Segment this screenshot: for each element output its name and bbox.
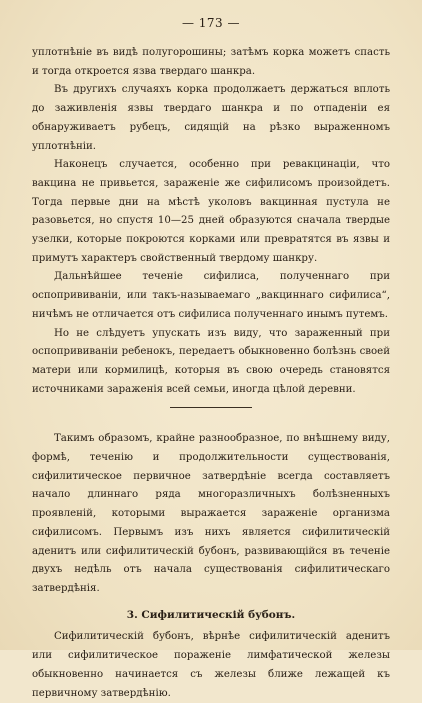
section-divider — [170, 407, 252, 408]
paragraph-4: Дальнѣйшее теченіе сифилиса, полученнаго при оспопрививаніи, или такъ-называемаго „вакциннаго сифилиса“, ничѣмъ не отличается отъ сифилиса полученнаго инымъ путемъ. — [32, 271, 390, 320]
page-body — [32, 44, 390, 703]
paragraph-1: уплотнѣніе въ видѣ полугорошины; затѣмъ корка можетъ спасть и тогда откроется язва твердаго шанкра. — [32, 47, 390, 77]
paragraph-6: Такимъ образомъ, крайне разнообразное, по внѣшнему виду, формѣ, теченію и продолжительности существованія, сифилитическое первичное затвердѣніе всегда составляетъ начало длиннаго ряда многоразличныхъ болѣзненныхъ проявленій, которыми выражается зараженіе организма сифилисомъ. Первымъ изъ нихъ является сифилитическій аденитъ или сифилитическій бубонъ, развивающійся въ теченіе двухъ недѣль отъ начала существованія сифилитическаго затвердѣнія. — [32, 433, 390, 594]
paragraph-5: Но не слѣдуетъ упускать изъ виду, что зараженный при оспопрививаніи ребенокъ, передаетъ обыкновенно болѣзнь своей матери или кормилицѣ, которыя въ свою очередь становятся источниками зараженія всей семьи, иногда цѣлой деревни. — [32, 327, 390, 395]
section-heading: 3. Сифилитическій бубонъ. — [126, 608, 296, 621]
paragraph-2: Въ другихъ случаяхъ корка продолжаетъ держаться вплоть до заживленія язвы твердаго шанкра и по отпаденіи ея обнаруживаетъ рубецъ, сидящій на рѣзко выраженномъ уплотнѣніи. — [32, 84, 390, 152]
page-number-header: — 173 — — [181, 16, 241, 30]
paragraph-3: Наконецъ случается, особенно при ревакцинаціи, что вакцина не привьется, зараженіе же сифилисомъ произойдетъ. Тогда первые дни на мѣстѣ уколовъ вакцинная пустула не разовьется, но спустя 10—25 дней образуются сначала твердые узелки, которые покроются корками или превратятся въ язвы и примутъ характеръ свойственный твердому шанкру. — [32, 159, 390, 264]
paragraph-7: Сифилитическій бубонъ, вѣрнѣе сифилитическій аденитъ или сифилитическое пораженіе лимфатической железы обыкновенно начинается съ железы ближе лежащей къ первичному затвердѣнію. — [32, 631, 390, 699]
